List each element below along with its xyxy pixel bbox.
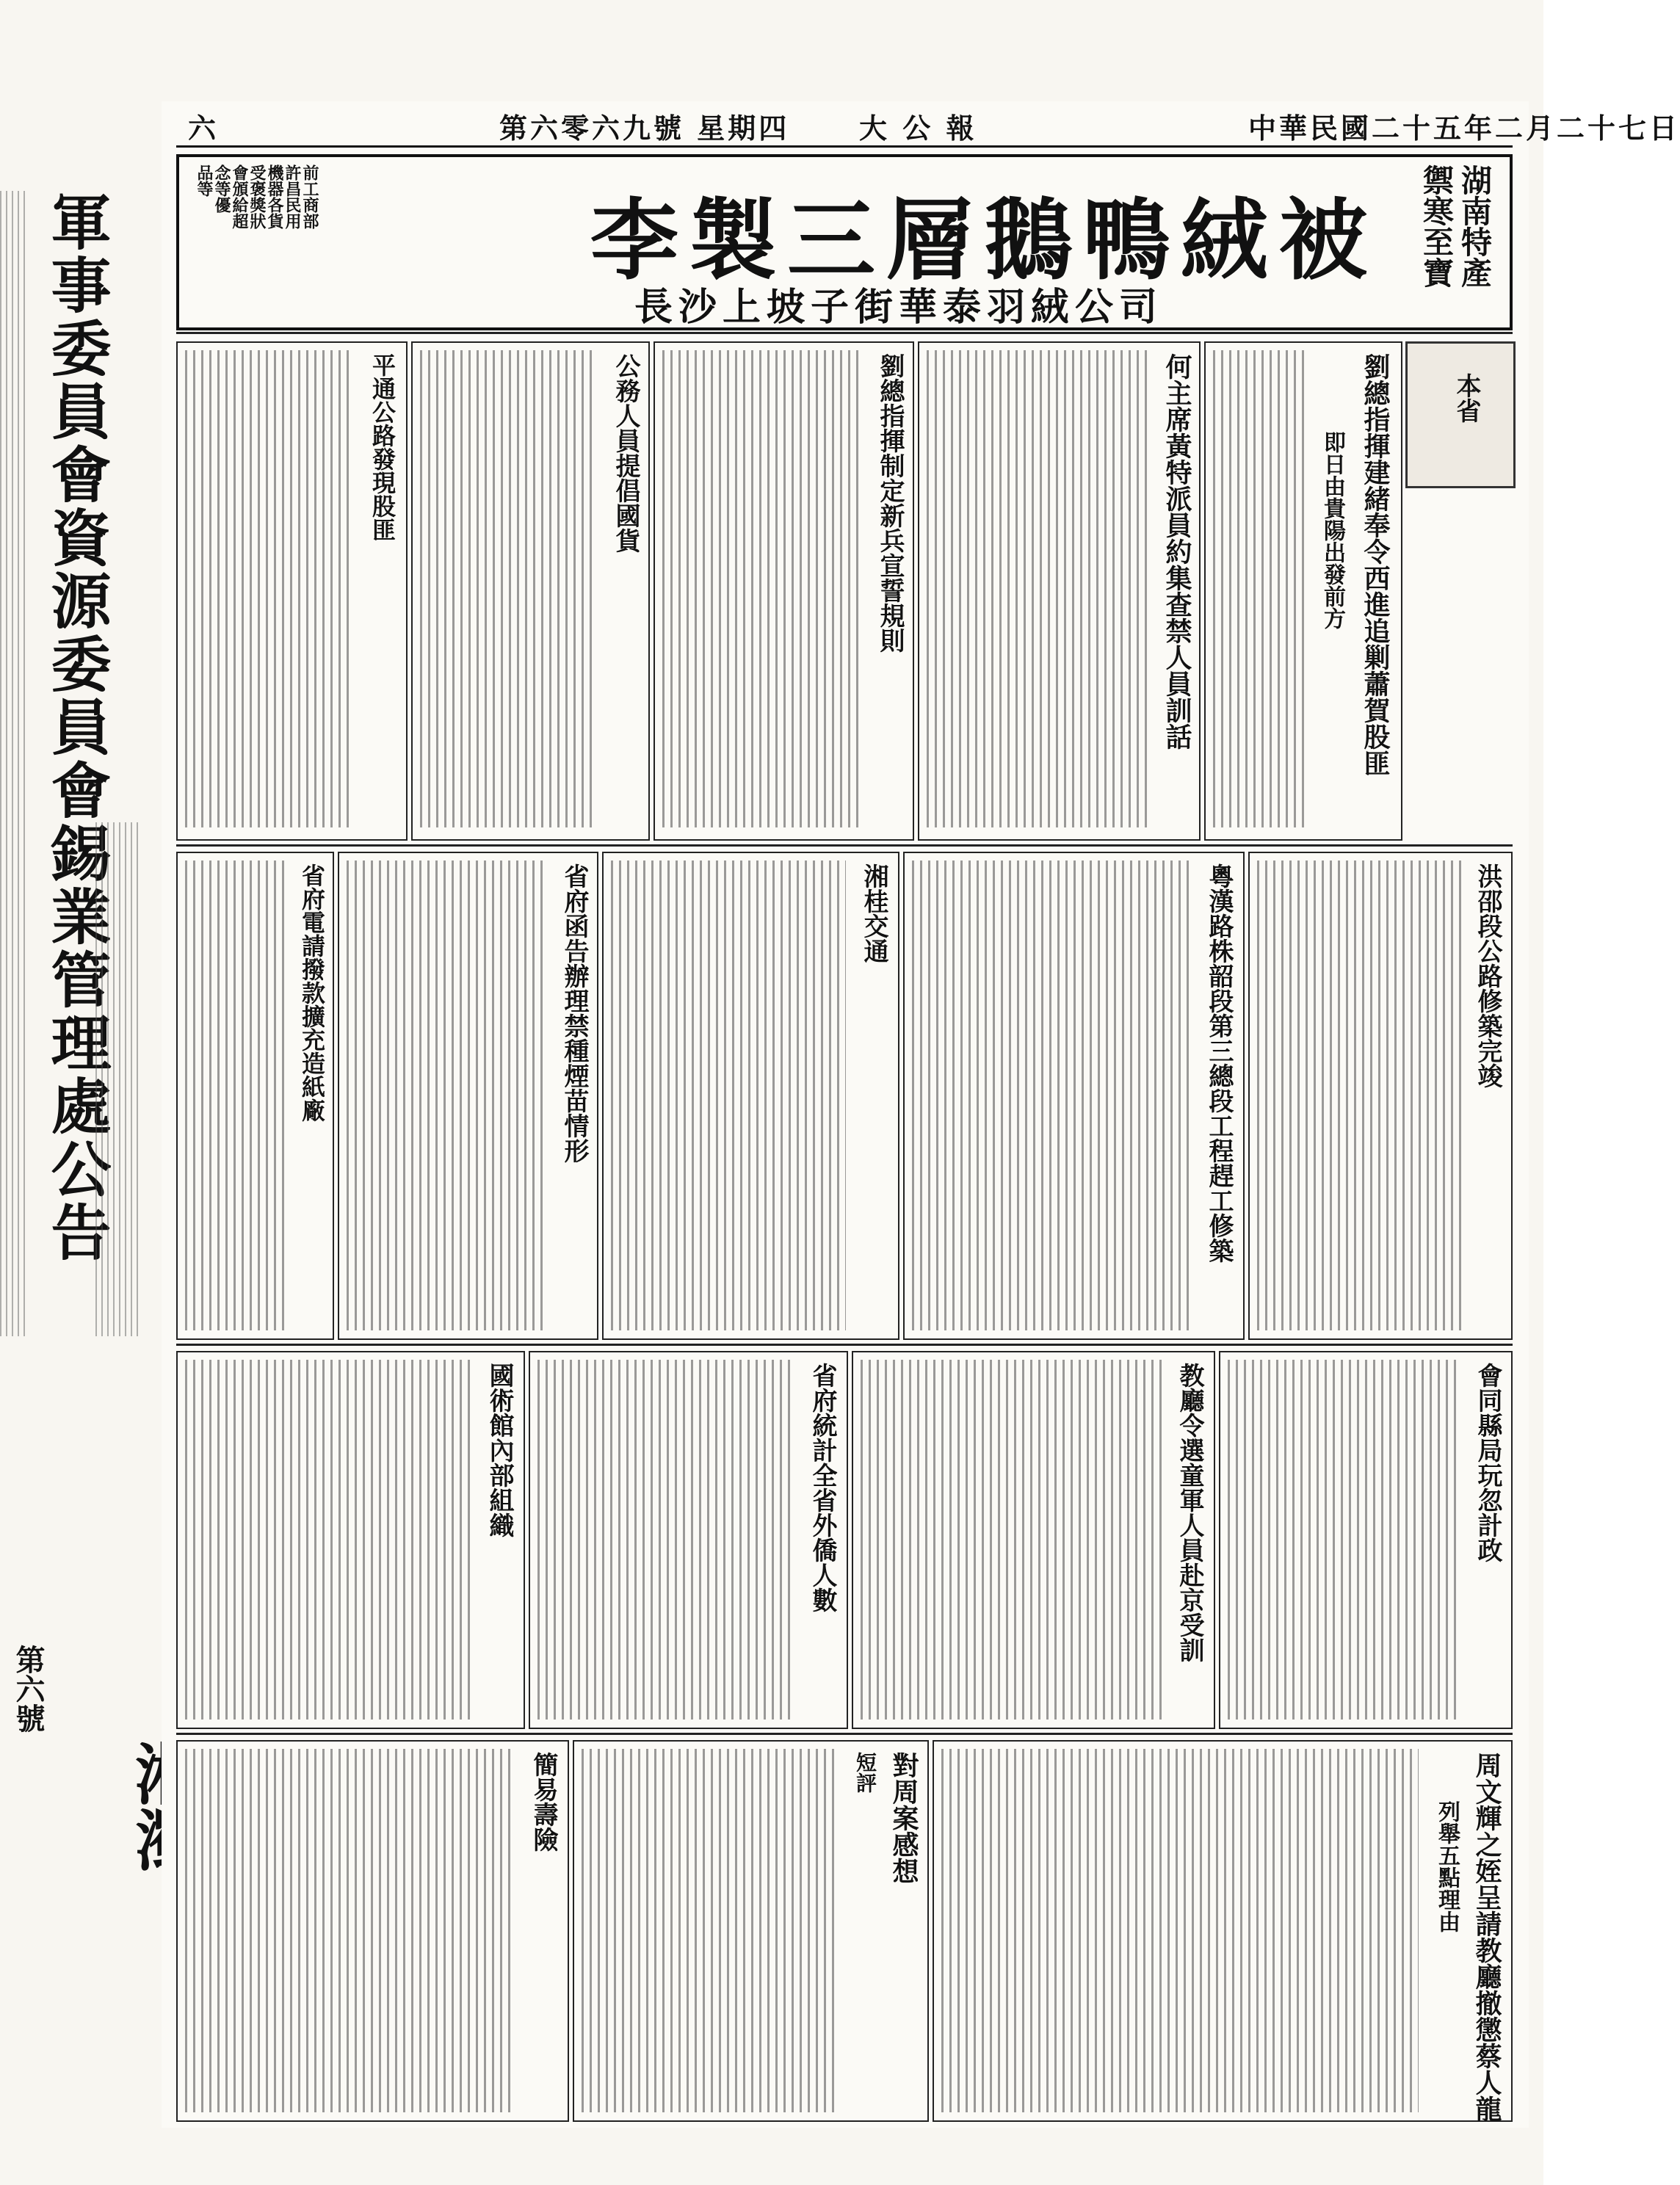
advert-left-line: 機器各貨 xyxy=(265,164,284,229)
article-text xyxy=(611,860,846,1330)
article-block xyxy=(1204,341,1402,841)
advert-left-line: 前工商部 xyxy=(300,164,319,229)
advert-left-text xyxy=(189,164,319,323)
article-heading: 劉總指揮建緒奉令西進追剿蕭賀股匪 xyxy=(1360,353,1391,776)
advert-left-line: 許昌民用 xyxy=(283,164,302,229)
section-rule xyxy=(176,1344,1513,1346)
article-heading: 省府統計全省外僑人數 xyxy=(808,1363,837,1612)
article-text xyxy=(941,1749,1419,2112)
left-margin-fragment xyxy=(0,162,154,2173)
article-heading: 省府函告辦理禁種煙苗情形 xyxy=(560,863,589,1163)
article-text xyxy=(1228,1360,1459,1720)
article-heading: 粵漢路株韶段第三總段工程趕工修築 xyxy=(1204,863,1234,1263)
advert-left-line: 會頒給超 xyxy=(230,164,249,229)
masthead-issue: 第六零六九號 星期四 xyxy=(499,112,790,145)
article-block xyxy=(529,1351,848,1729)
article-block xyxy=(411,341,650,841)
advert-right-line: 湖南特產 xyxy=(1457,164,1493,288)
article-text xyxy=(185,1360,471,1720)
advert-subtitle: 長沙上坡子街華泰羽絨公司 xyxy=(634,285,1164,330)
local-news-vignette xyxy=(1405,341,1516,488)
margin-heading: 軍事委員會資源委員會錫業管理處公告 xyxy=(41,191,112,1264)
article-block xyxy=(1248,852,1513,1340)
article-heading: 國術館內部組織 xyxy=(485,1363,514,1537)
article-text xyxy=(1213,350,1308,827)
article-heading: 簡易壽險 xyxy=(529,1752,558,1852)
advert-left-line: 念等優 xyxy=(212,164,231,213)
article-subheading: 列舉五點理由 xyxy=(1434,1800,1460,1932)
masthead-date: 中華民國二十五年二月二十七日 xyxy=(1248,112,1680,145)
article-block xyxy=(176,852,334,1340)
article-heading: 教廳令選童軍人員赴京受訓 xyxy=(1175,1363,1204,1662)
section-rule xyxy=(176,1733,1513,1735)
advert-left-line: 品等 xyxy=(195,164,214,197)
margin-text-block xyxy=(0,191,29,1336)
masthead xyxy=(176,101,1680,148)
article-block xyxy=(653,341,914,841)
article-subheading: 短評 xyxy=(853,1752,877,1793)
article-heading: 會同縣局玩忽計政 xyxy=(1473,1363,1502,1562)
advert-title: 李製三層鵝鴨絨被 xyxy=(590,189,1377,292)
article-text xyxy=(420,350,596,827)
section-rule xyxy=(176,332,1513,334)
article-text xyxy=(861,1360,1162,1720)
article-heading: 何主席黃特派員約集查禁人員訓話 xyxy=(1162,353,1192,750)
article-heading: 平通公路發現股匪 xyxy=(369,353,397,541)
article-heading: 洪邵段公路修築完竣 xyxy=(1473,863,1502,1088)
vignette-label: 本省 xyxy=(1452,373,1481,423)
article-text xyxy=(912,860,1191,1330)
article-block xyxy=(338,852,598,1340)
advert-right-text xyxy=(1413,164,1501,323)
article-heading: 公務人員提倡國貨 xyxy=(611,353,640,553)
article-text xyxy=(582,1749,839,2112)
article-block xyxy=(573,1740,929,2122)
article-text xyxy=(1257,860,1463,1330)
advert-right-line: 禦寒至寶 xyxy=(1419,164,1455,288)
article-heading: 對周案感想 xyxy=(888,1752,919,1884)
article-text xyxy=(185,860,288,1330)
article-text xyxy=(927,350,1147,827)
article-block xyxy=(176,341,408,841)
margin-side-note: 第六號 xyxy=(11,1645,46,1733)
article-block xyxy=(933,1740,1513,2122)
article-text xyxy=(347,860,545,1330)
article-heading: 省府電請撥款擴充造紙廠 xyxy=(298,863,326,1122)
article-block xyxy=(1219,1351,1513,1729)
margin-text-block-2 xyxy=(95,822,140,1336)
article-text xyxy=(185,1749,515,2112)
article-heading: 湘桂交通 xyxy=(859,863,888,963)
article-text xyxy=(662,350,861,827)
article-block xyxy=(852,1351,1215,1729)
advert-banner xyxy=(176,154,1513,330)
masthead-name: 大 公 報 xyxy=(859,112,977,145)
article-heading: 周文輝之姪呈請教廳撤懲蔡人龍 xyxy=(1471,1752,1502,2122)
advert-left-line: 受褒獎狀 xyxy=(247,164,267,229)
article-block xyxy=(176,1740,569,2122)
masthead-page-number: 六 xyxy=(188,112,220,145)
article-block xyxy=(176,1351,525,1729)
article-text xyxy=(185,350,354,827)
article-block xyxy=(918,341,1201,841)
article-heading: 劉總指揮制定新兵宣誓規則 xyxy=(875,353,905,653)
article-text xyxy=(537,1360,794,1720)
article-block xyxy=(602,852,899,1340)
article-subheading: 即日由貴陽出發前方 xyxy=(1319,431,1345,629)
article-block xyxy=(903,852,1245,1340)
section-rule xyxy=(176,844,1513,847)
